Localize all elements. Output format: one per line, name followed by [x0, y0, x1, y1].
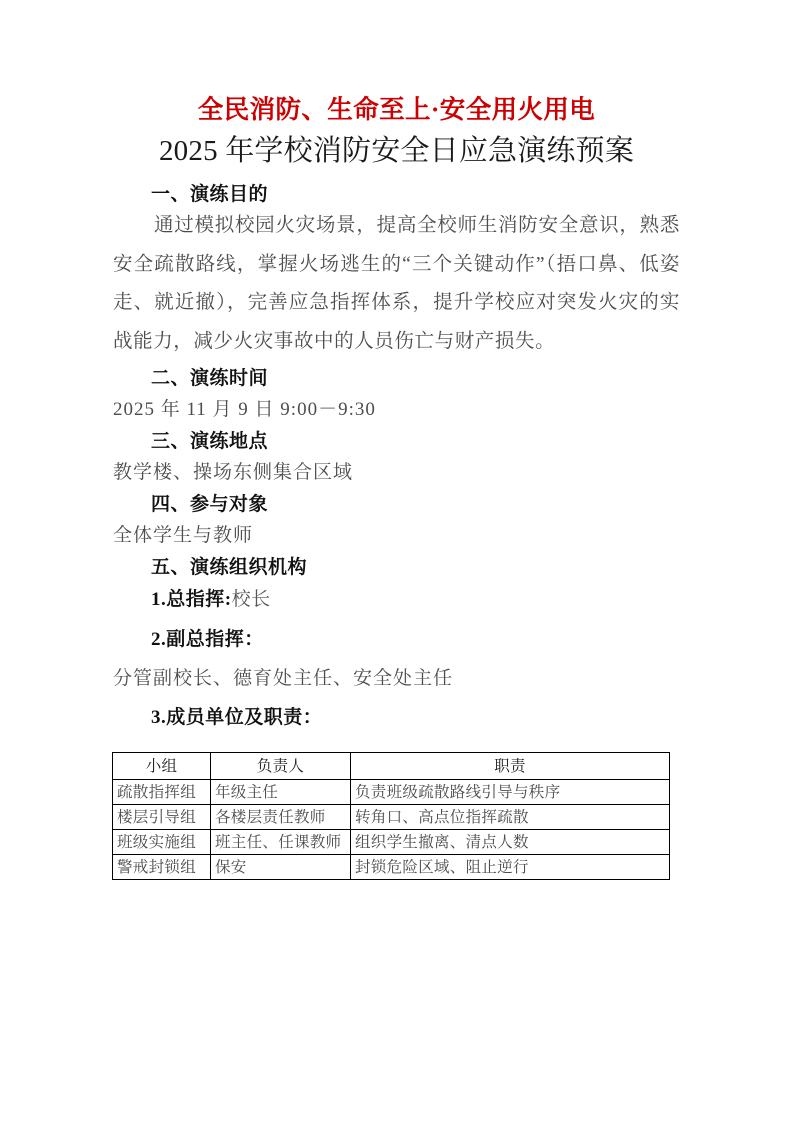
section-heading-participants: 四、参与对象	[151, 494, 269, 515]
section-heading-organization: 五、演练组织机构	[151, 557, 308, 578]
cell-duty: 转角口、高点位指挥疏散	[351, 805, 670, 830]
table-header-owner: 负责人	[211, 753, 351, 780]
cell-group: 疏散指挥组	[113, 780, 211, 805]
cell-duty: 封锁危险区域、阻止逆行	[351, 855, 670, 880]
org-item-commander	[113, 580, 680, 620]
table-row	[113, 780, 670, 805]
section-body-location: 教学楼、操场东侧集合区域	[113, 462, 354, 483]
section-body-purpose: 通过模拟校园火灾场景，提高全校师生消防安全意识，熟悉安全疏散路线，掌握火场逃生的“三个关键动作”（捂口鼻、低姿走、就近撤），完善应急指挥体系，提升学校应对突发火灾的实战能力，减少火灾事故中的人员伤亡与财产损失。	[113, 215, 680, 352]
cell-group: 警戒封锁组	[113, 855, 211, 880]
org-item-deputy-label: 2.副总指挥：	[151, 629, 264, 650]
org-item-deputy-value: 分管副校长、德育处主任、安全处主任	[113, 668, 454, 689]
table-header-row	[113, 753, 670, 780]
cell-owner: 保安	[211, 855, 351, 880]
table-header-duty: 职责	[351, 753, 670, 780]
section-heading-location: 三、演练地点	[151, 431, 269, 452]
section-body-participants: 全体学生与教师	[113, 525, 254, 546]
section-heading-purpose: 一、演练目的	[151, 184, 269, 205]
table-row	[113, 855, 670, 880]
cell-owner: 班主任、任课教师	[211, 830, 351, 855]
section-body-time: 2025 年 11 月 9 日 9:00－9:30	[113, 399, 376, 420]
org-item-deputy-label-line	[113, 620, 680, 660]
org-item-units-label-line	[113, 698, 680, 738]
cell-group: 楼层引导组	[113, 805, 211, 830]
roles-table-wrapper	[112, 752, 680, 880]
spacer-after-title	[113, 170, 680, 182]
roles-table	[112, 752, 670, 880]
section-heading-time: 二、演练时间	[151, 368, 269, 389]
table-header-group: 小组	[113, 753, 211, 780]
cell-group: 班级实施组	[113, 830, 211, 855]
org-item-units-label: 3.成员单位及职责：	[151, 707, 323, 728]
table-row	[113, 805, 670, 830]
cell-duty: 负责班级疏散路线引导与秩序	[351, 780, 670, 805]
cell-owner: 年级主任	[211, 780, 351, 805]
document-main-title: 2025 年学校消防安全日应急演练预案	[158, 135, 635, 167]
cell-duty: 组织学生撤离、清点人数	[351, 830, 670, 855]
cell-owner: 各楼层责任教师	[211, 805, 351, 830]
org-item-commander-label: 1.总指挥:	[151, 589, 232, 610]
org-item-commander-value: 校长	[231, 589, 271, 610]
document-slogan-title: 全民消防、生命至上·安全用火用电	[197, 95, 596, 124]
table-row	[113, 830, 670, 855]
